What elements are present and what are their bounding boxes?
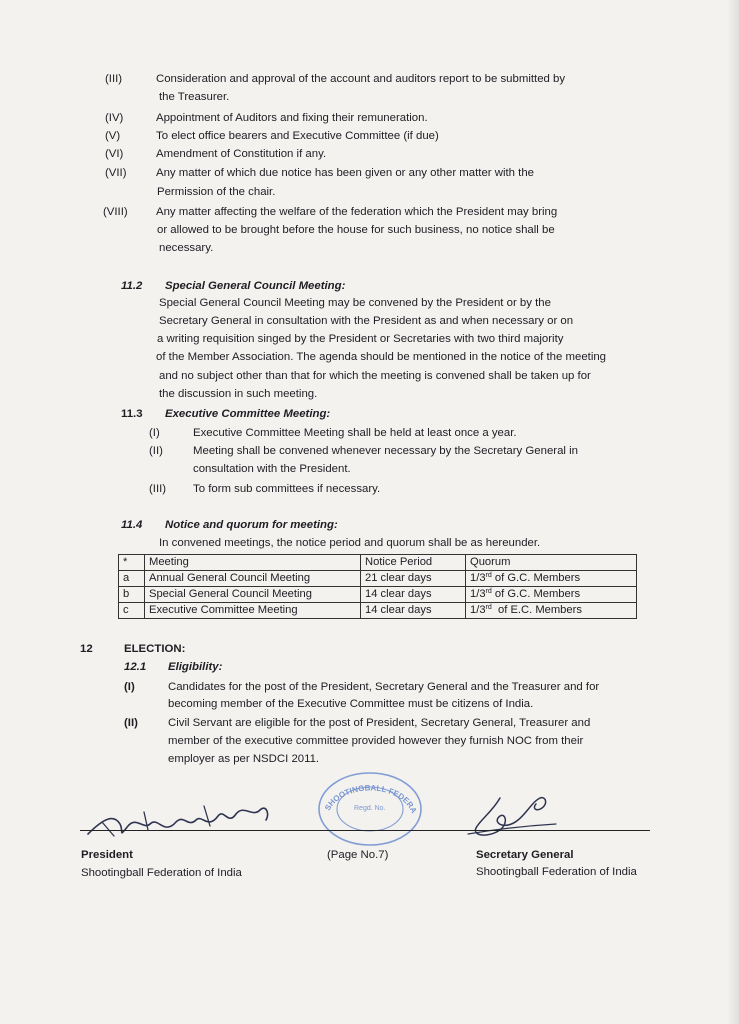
item-number: (VII) [105,167,127,179]
quorum-members: of G.C. Members [491,588,581,600]
row-meeting: Executive Committee Meeting [145,603,361,619]
item-text: Any matter of which due notice has been given or any other matter with the [156,167,534,179]
item-number: (VI) [105,148,124,160]
section-number: 11.4 [121,519,143,531]
item-text: Executive Committee Meeting shall be held at least once a year. [193,427,517,439]
section-heading: Special General Council Meeting: [165,280,346,292]
paragraph-line: the discussion in such meeting. [159,388,318,400]
item-number: (I) [149,427,160,439]
row-id: c [119,603,145,619]
item-text: Meeting shall be convened whenever necessary by the Secretary General in [193,445,578,457]
paragraph-line: Special General Council Meeting may be convened by the President or by the [159,297,551,309]
paragraph-line: and no subject other than that for which the meeting is convened shall be taken up for [159,370,591,382]
item-text: necessary. [159,242,214,254]
table-row [119,587,637,603]
row-id: b [119,587,145,603]
stamp-text: SHOOTINGBALL FEDERATION [312,763,419,815]
item-text: Amendment of Constitution if any. [156,148,327,160]
item-text: consultation with the President. [193,463,351,475]
section-number: 12 [80,643,93,655]
item-text: To form sub committees if necessary. [193,483,381,495]
item-text: Permission of the chair. [157,186,276,198]
item-number: (V) [105,130,121,142]
row-quorum [466,587,637,603]
item-number: (I) [124,681,135,693]
item-text: Appointment of Auditors and fixing their remuneration. [156,112,428,124]
secretary-title: Secretary General [476,849,574,861]
item-text: Any matter affecting the welfare of the federation which the President may bring [156,206,558,218]
row-notice: 21 clear days [361,571,466,587]
section-heading: Notice and quorum for meeting: [165,519,338,531]
table-row [119,603,637,619]
president-title: President [81,849,133,861]
item-text: To elect office bearers and Executive Committee (if due) [156,130,439,142]
item-text: becoming member of the Executive Committee must be citizens of India. [168,698,534,710]
quorum-fraction: 1/3 [470,604,486,616]
quorum-members: of E.C. Members [491,604,582,616]
row-meeting: Annual General Council Meeting [145,571,361,587]
scan-edge [727,0,739,1024]
item-text: or allowed to be brought before the house for such business, no notice shall be [157,224,555,236]
section-number: 11.3 [121,408,143,420]
section-heading: Executive Committee Meeting: [165,408,331,420]
quorum-members: of G.C. Members [491,572,581,584]
item-number: (VIII) [103,206,128,218]
secretary-org: Shootingball Federation of India [476,866,637,878]
quorum-table [118,554,637,619]
item-number: (II) [124,717,138,729]
row-meeting: Special General Council Meeting [145,587,361,603]
item-number: (II) [149,445,163,457]
row-quorum [466,603,637,619]
quorum-suffix: rd [485,572,492,579]
row-id: a [119,571,145,587]
page-number: (Page No.7) [327,849,389,861]
secretary-signature [462,790,562,846]
row-notice: 14 clear days [361,603,466,619]
header-cell: * [119,555,145,571]
header-cell: Quorum [466,555,637,571]
item-number: (IV) [105,112,124,124]
paragraph-line: Secretary General in consultation with the President as and when necessary or on [159,315,574,327]
table-header-row [119,555,637,571]
quorum-fraction: 1/3 [470,588,486,600]
signature-line [80,830,650,831]
section-heading: ELECTION: [124,643,186,655]
subsection-heading: Eligibility: [168,661,223,673]
president-org: Shootingball Federation of India [81,867,242,879]
item-text: the Treasurer. [159,91,230,103]
item-number: (III) [105,73,123,85]
item-text: Civil Servant are eligible for the post of President, Secretary General, Treasurer and [168,717,591,729]
subsection-number: 12.1 [124,661,147,673]
item-text: member of the executive committee provided however they furnish NOC from their [168,735,584,747]
table-intro: In convened meetings, the notice period and quorum shall be as hereunder. [159,537,541,549]
table-row [119,571,637,587]
item-text: Candidates for the post of the President, Secretary General and the Treasurer and for [168,681,600,693]
item-text: employer as per NSDCI 2011. [168,753,320,765]
item-text: Consideration and approval of the account and auditors report to be submitted by [156,73,566,85]
stamp-reg-text: Regd. No. [354,805,386,812]
president-signature [84,796,284,846]
quorum-suffix: rd [485,588,492,595]
paragraph-line: of the Member Association. The agenda should be mentioned in the notice of the meeting [156,351,607,363]
row-quorum [466,571,637,587]
header-cell: Notice Period [361,555,466,571]
section-number: 11.2 [121,280,143,292]
federation-stamp [312,763,426,848]
quorum-suffix: rd [485,604,492,611]
item-number: (III) [149,483,167,495]
header-cell: Meeting [145,555,361,571]
paragraph-line: a writing requisition singed by the President or Secretaries with two third majority [157,333,564,345]
quorum-fraction: 1/3 [470,572,486,584]
row-notice: 14 clear days [361,587,466,603]
